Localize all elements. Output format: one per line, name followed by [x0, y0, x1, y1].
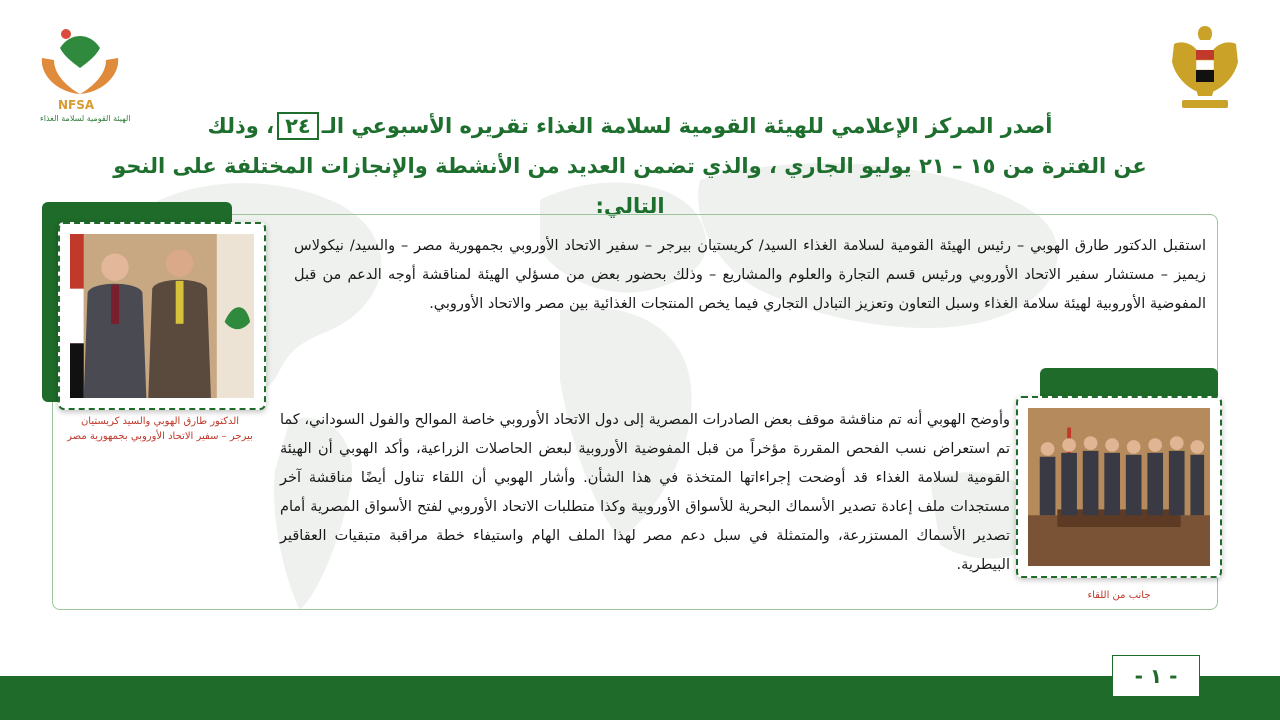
logo-org-name: الهيئة القومية لسلامة الغذاء — [40, 114, 131, 123]
report-title — [100, 106, 1160, 226]
photo1-caption — [52, 414, 268, 444]
photo-meeting-group — [1016, 396, 1222, 578]
egypt-emblem — [1168, 22, 1242, 122]
paragraph-2: وأوضح الهوبي أنه تم مناقشة موقف بعض الصادرات المصرية إلى دول الاتحاد الأوروبي خاصة الموالح والفول السوداني، كما تم استعراض نسب الفحص المقررة مؤخراً من قبل المفوضية الأوروبية لبعض الحاصلات الزراعية، وأكد الهوبي أن الهيئة القومية لسلامة الغذاء قد أوضحت إجراءاتها المتخذة في هذا الشأن. وأشار الهوبي أن اللقاء تناول أيضًا مناقشة آخر مستجدات ملف إعادة تصدير الأسماك البحرية للأسواق الأوروبية وكذا متطلبات الاتحاد الأوروبي لفتح الأسواق المصرية أمام تصدير الأسماك المستزرعة، والمتمثلة في سبل دعم مصر لهذا الملف الهام واستيفاء خطة مراقبة متبقيات العقاقير البيطرية. — [280, 412, 1010, 573]
photo2-caption: جانب من اللقاء — [1087, 590, 1151, 601]
logo-abbreviation: NFSA — [58, 98, 95, 112]
eagle-icon — [1168, 22, 1242, 122]
hands-heart-icon — [30, 22, 130, 100]
paragraph-1: استقبل الدكتور طارق الهوبي – رئيس الهيئة القومية لسلامة الغذاء السيد/ كريستيان بيرجر – سفير الاتحاد الأوروبي بجمهورية مصر – والسيد/ نيكولاس زيميز – مستشار سفير الاتحاد الأوروبي ورئيس قسم التجارة والعلوم والمشاريع – وذلك بحضور بعض من مسؤلي الهيئة لمناقشة أوجه الدعم من قبل المفوضية الأوروبية لهيئة سلامة الغذاء وسبل التعاون وتعزيز التبادل التجاري فيما يخص المنتجات الغذائية بين مصر والاتحاد الأوروبي. — [294, 238, 1206, 312]
title-part-2: ، وذلك — [207, 114, 275, 138]
page-number: - ١ - — [1112, 655, 1200, 697]
officials-photo-icon — [70, 234, 254, 398]
photo1-caption-line-2: بيرجر – سفير الاتحاد الأوروبي بجمهورية مصر — [67, 431, 253, 442]
photo-two-officials — [58, 222, 266, 410]
title-part-1: أصدر المركز الإعلامي للهيئة القومية لسلامة الغذاء تقريره الأسبوعي الـ — [321, 114, 1053, 138]
footer-bar — [0, 676, 1280, 720]
title-line-1 — [100, 106, 1160, 146]
meeting-group-photo-icon — [1028, 408, 1210, 566]
title-line-2: عن الفترة من ١٥ – ٢١ يوليو الجاري ، والذي تضمن العديد من الأنشطة والإنجازات المختلفة على النحو التالي: — [113, 154, 1147, 218]
report-number-box: ٢٤ — [277, 112, 319, 140]
photo1-caption-line-1: الدكتور طارق الهوبي والسيد كريستيان — [80, 416, 240, 427]
